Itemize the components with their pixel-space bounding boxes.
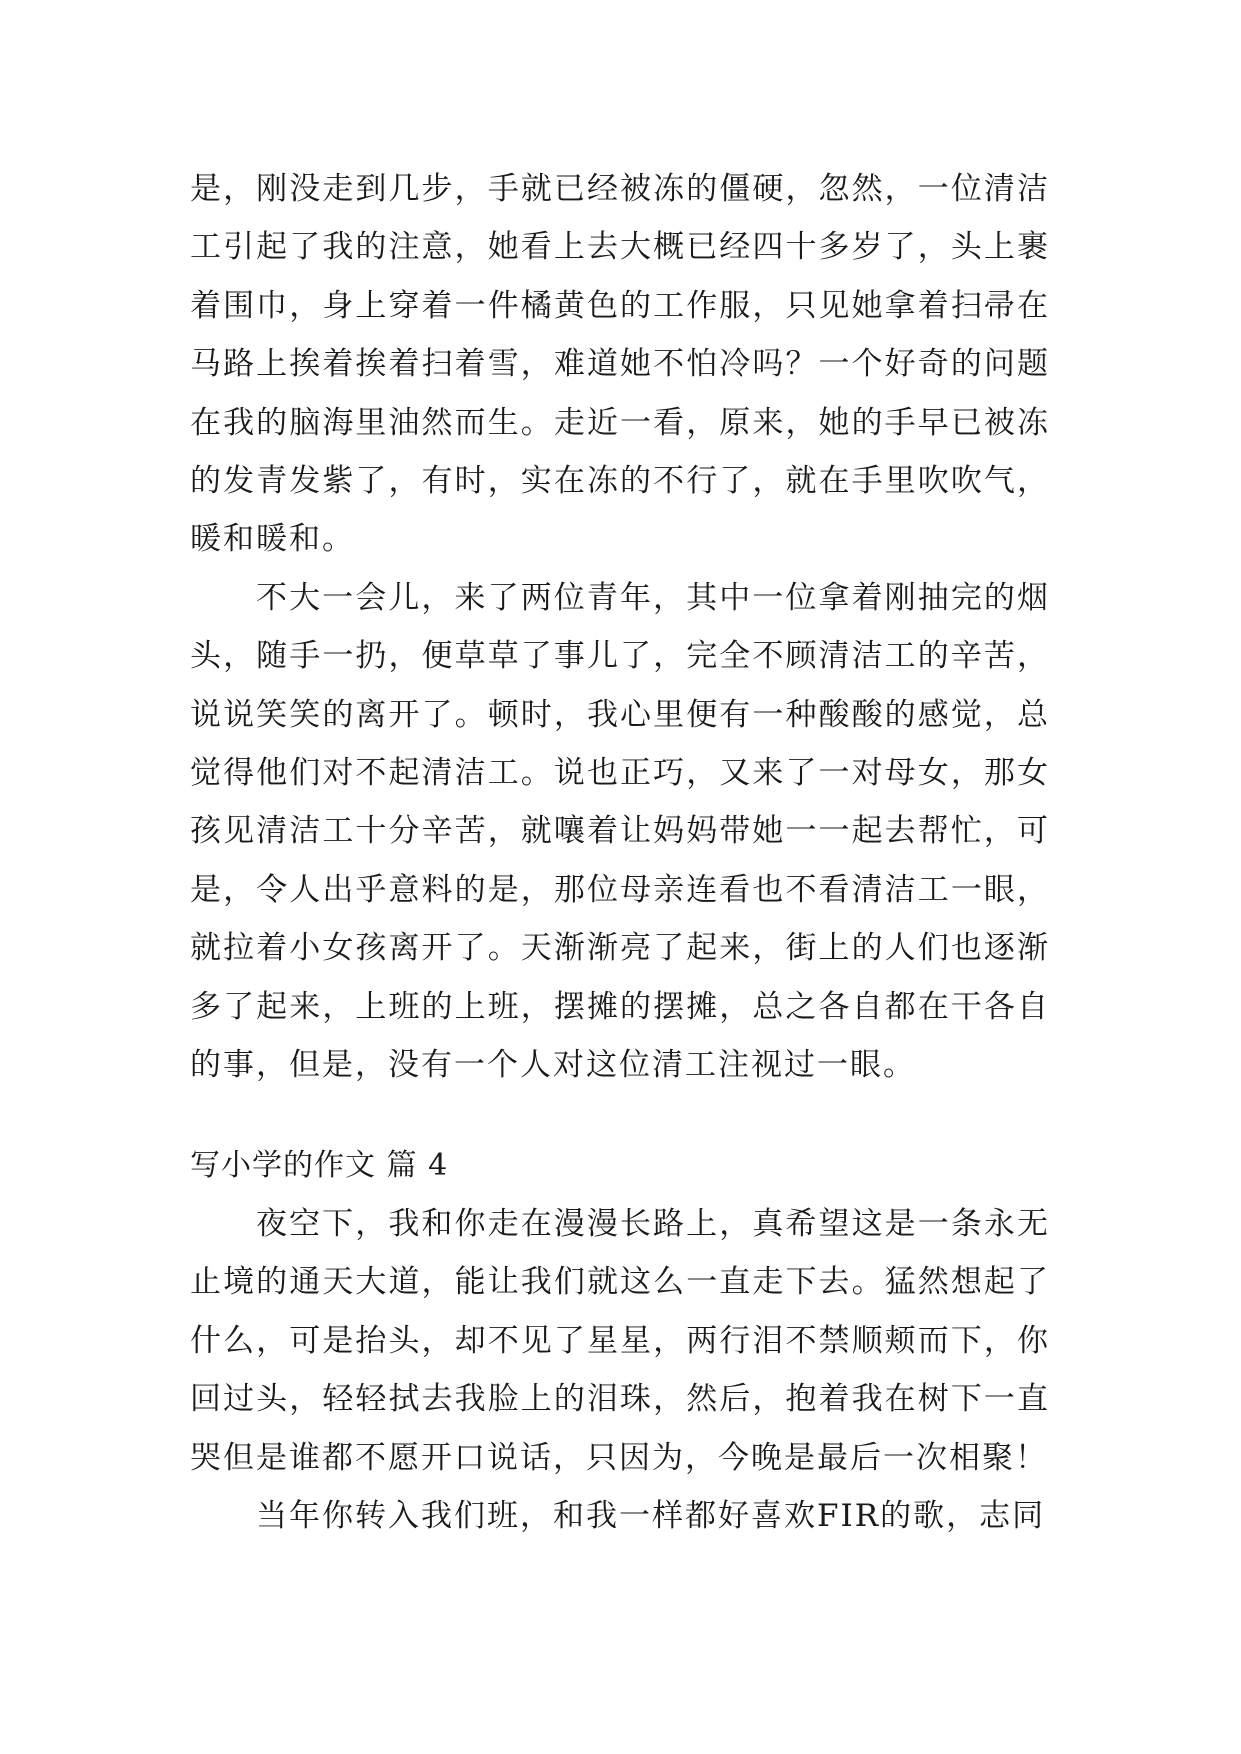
- section-title: 写小学的作文 篇 4: [190, 1147, 449, 1183]
- document-body: [190, 160, 1050, 1545]
- paragraph-transfer: 当年你转入我们班，和我一样都好喜欢FIR的歌，志同: [256, 1497, 1046, 1534]
- paragraph-continued: 是，刚没走到几步，手就已经被冻的僵硬，忽然，一位清洁工引起了我的注意，她看上去大概已经四十多岁了，头上裹着围巾，身上穿着一件橘黄色的工作服，只见她拿着扫帚在马路上挨着挨着扫着雪，难道她不怕冷吗？一个好奇的问题在我的脑海里油然而生。走近一看，原来，她的手早已被冻的发青发紫了，有时，实在冻的不行了，就在手里吹吹气，暖和暖和。: [190, 171, 1050, 558]
- paragraph-young-men: 不大一会儿，来了两位青年，其中一位拿着刚抽完的烟头，随手一扔，便草草了事儿了，完全不顾清洁工的辛苦，说说笑笑的离开了。顿时，我心里便有一种酸酸的感觉，总觉得他们对不起清洁工。说也正巧，又来了一对母女，那女孩见清洁工十分辛苦，就嚷着让妈妈带她一一起去帮忙，可是，令人出乎意料的是，那位母亲连看也不看清洁工一眼，就拉着小女孩离开了。天渐渐亮了起来，街上的人们也逐渐多了起来，上班的上班，摆摊的摆摊，总之各自都在干各自的事，但是，没有一个人对这位清工注视过一眼。: [190, 579, 1050, 1084]
- paragraph-night-sky: 夜空下，我和你走在漫漫长路上，真希望这是一条永无止境的通天大道，能让我们就这么一直走下去。猛然想起了什么，可是抬头，却不见了星星，两行泪不禁顺颊而下，你回过头，轻轻拭去我脸上的泪珠，然后，抱着我在树下一直哭但是谁都不愿开口说话，只因为，今晚是最后一次相聚！: [190, 1205, 1050, 1476]
